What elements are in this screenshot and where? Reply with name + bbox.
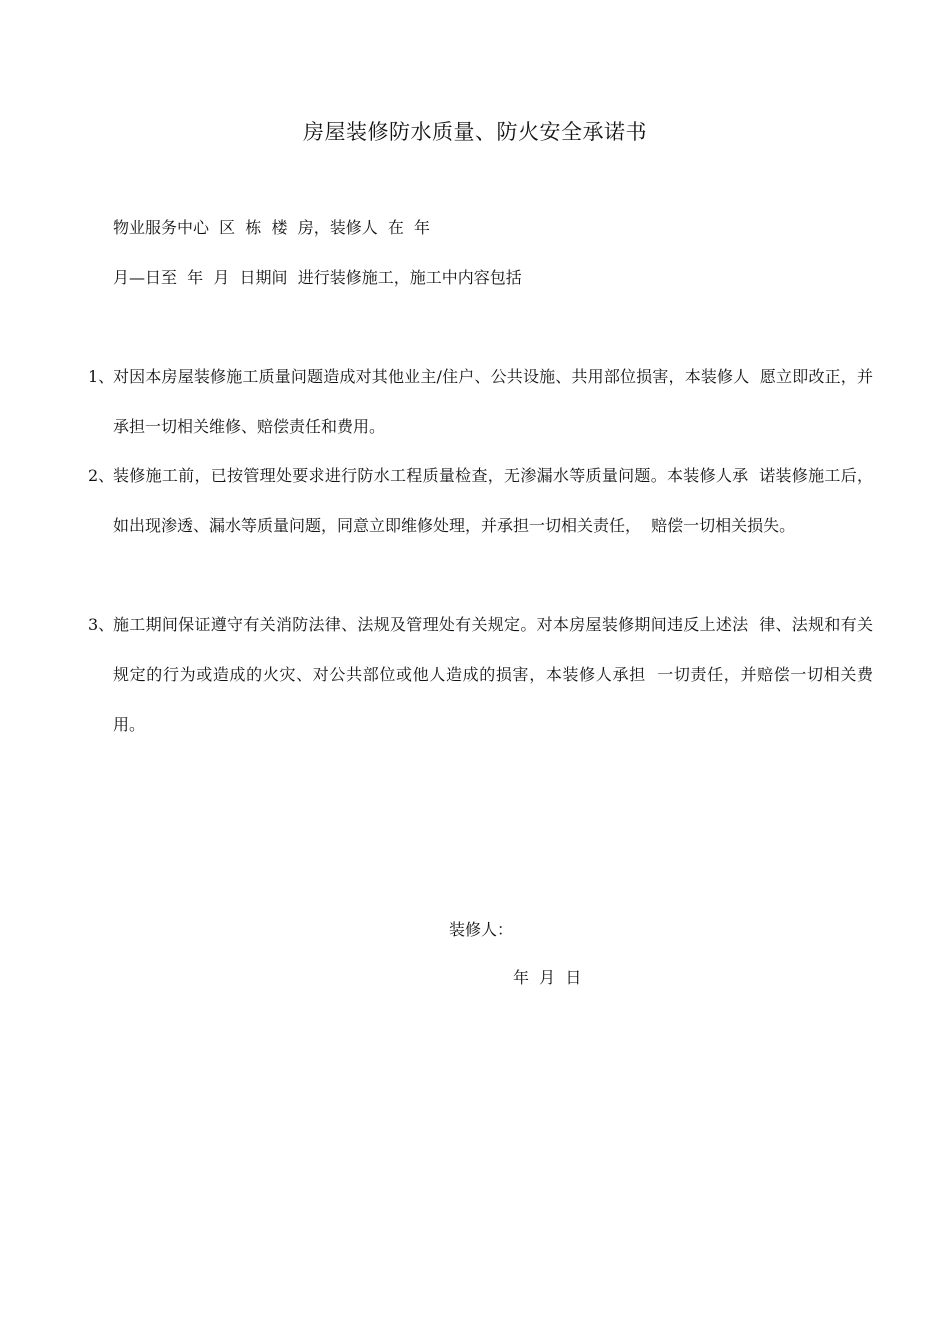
clause-2 <box>88 451 873 551</box>
clause-text: 对因本房屋装修施工质量问题造成对其他业主/住户、公共设施、共用部位损害，本装修人 愿立即改正，并承担一切相关维修、赔偿责任和费用。 <box>113 367 873 436</box>
signature-label: 装修人： <box>449 920 514 939</box>
clause-3 <box>88 600 873 750</box>
clause-text: 施工期间保证遵守有关消防法律、法规及管理处有关规定。对本房屋装修期间违反上述法 律、法规和有关规定的行为或造成的火灾、对公共部位或他人造成的损害，本装修人承担 一切责任，并赔偿一切相关费用。 <box>113 615 873 734</box>
clause-number: 1、 <box>88 367 115 386</box>
clause-1 <box>88 352 873 452</box>
clause-number: 3、 <box>88 615 115 634</box>
intro-line-1: 物业服务中心 区 栋 楼 房，装修人 在 年 <box>113 218 431 237</box>
intro-line-2: 月—日至 年 月 日期间 进行装修施工，施工中内容包括 <box>113 268 522 287</box>
signature-date: 年 月 日 <box>513 968 582 987</box>
clause-number: 2、 <box>88 466 115 485</box>
document-title: 房屋装修防水质量、防火安全承诺书 <box>303 120 647 144</box>
clause-text: 装修施工前，已按管理处要求进行防水工程质量检查，无渗漏水等质量问题。本装修人承 诺装修施工后，如出现渗透、漏水等质量问题，同意立即维修处理，并承担一切相关责任， 赔偿一切相关损失。 <box>113 466 873 535</box>
